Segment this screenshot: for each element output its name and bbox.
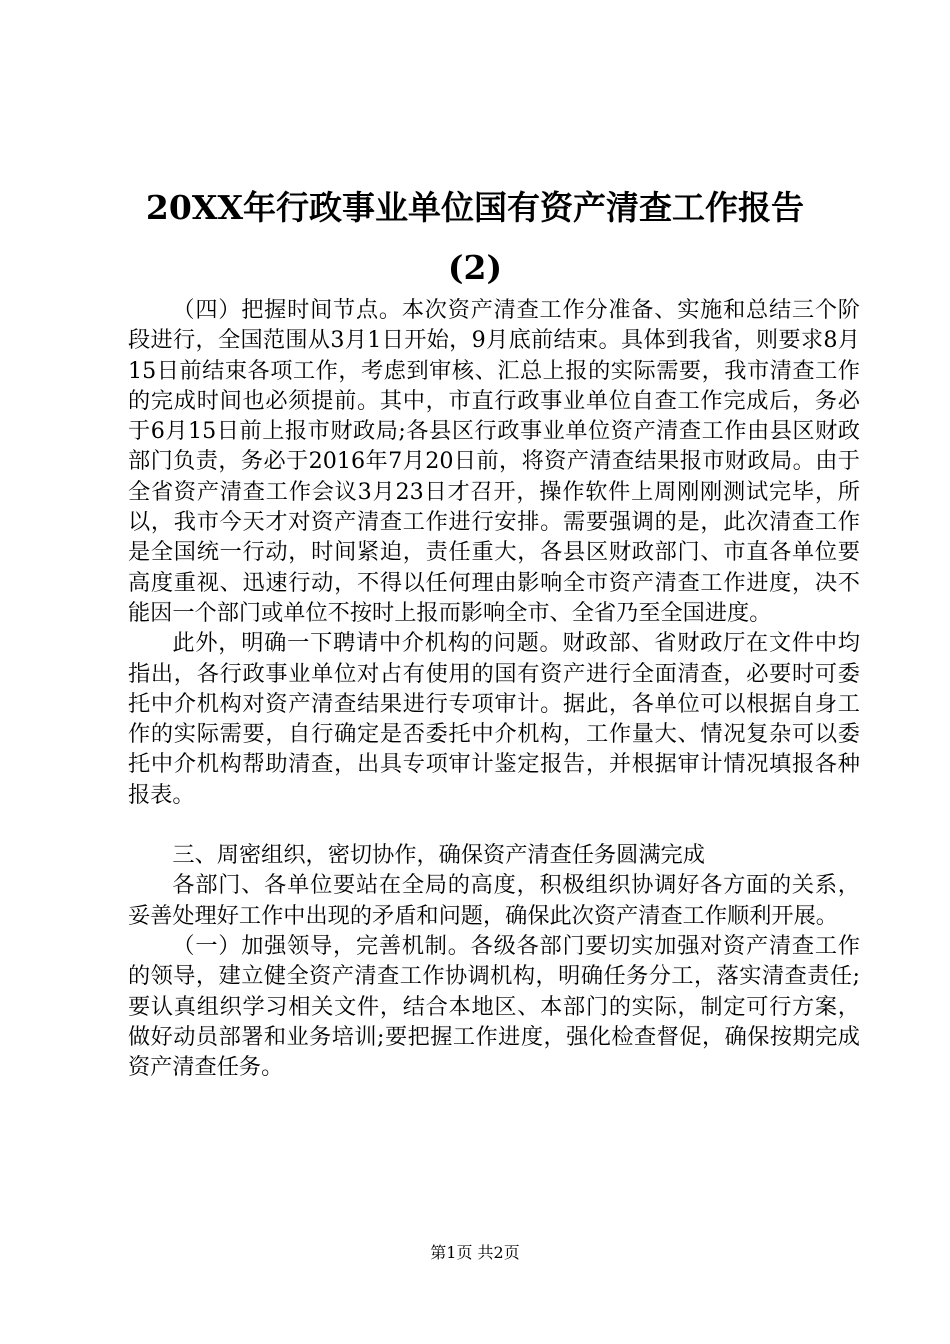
document-body <box>128 295 860 1082</box>
paragraph-coordination: 各部门、各单位要站在全局的高度，积极组织协调好各方面的关系，妥善处理好工作中出现的矛盾和问题，确保此次资产清查工作顺利开展。 <box>128 872 860 929</box>
paragraph-intermediary-agencies: 此外，明确一下聘请中介机构的问题。财政部、省财政厅在文件中均指出，各行政事业单位对占有使用的国有资产进行全面清查，必要时可委托中介机构对资产清查结果进行专项审计。据此，各单位可以根据自身工作的实际需要，自行确定是否委托中介机构，工作量大、情况复杂可以委托中介机构帮助清查，出具专项审计鉴定报告，并根据审计情况填报各种报表。 <box>128 630 860 808</box>
section-heading-three: 三、周密组织，密切协作，确保资产清查任务圆满完成 <box>172 842 705 869</box>
paragraph-time-nodes: （四）把握时间节点。本次资产清查工作分准备、实施和总结三个阶段进行，全国范围从3月1日开始，9月底前结束。具体到我省，则要求8月15日前结束各项工作，考虑到审核、汇总上报的实际需要，我市清查工作的完成时间也必须提前。其中，市直行政事业单位自查工作完成后，务必于6月15日前上报市财政局;各县区行政事业单位资产清查工作由县区财政部门负责，务必于2016年7月20日前，将资产清查结果报市财政局。由于全省资产清查工作会议3月23日才召开，操作软件上周刚刚测试完毕，所以，我市今天才对资产清查工作进行安排。需要强调的是，此次清查工作是全国统一行动，时间紧迫，责任重大，各县区财政部门、市直各单位要高度重视、迅速行动，不得以任何理由影响全市资产清查工作进度，决不能因一个部门或单位不按时上报而影响全市、全省乃至全国进度。 <box>128 297 860 626</box>
document-title: 20XX年行政事业单位国有资产清查工作报告 <box>145 188 805 227</box>
page-footer: 第1页 共2页 <box>430 1243 520 1262</box>
document-title-continuation: (2) <box>447 248 503 287</box>
paragraph-leadership: （一）加强领导，完善机制。各级各部门要切实加强对资产清查工作的领导，建立健全资产清查工作协调机构，明确任务分工，落实清查责任;要认真组织学习相关文件，结合本地区、本部门的实际，制定可行方案，做好动员部署和业务培训;要把握工作进度，强化检查督促，确保按期完成资产清查任务。 <box>128 932 860 1081</box>
